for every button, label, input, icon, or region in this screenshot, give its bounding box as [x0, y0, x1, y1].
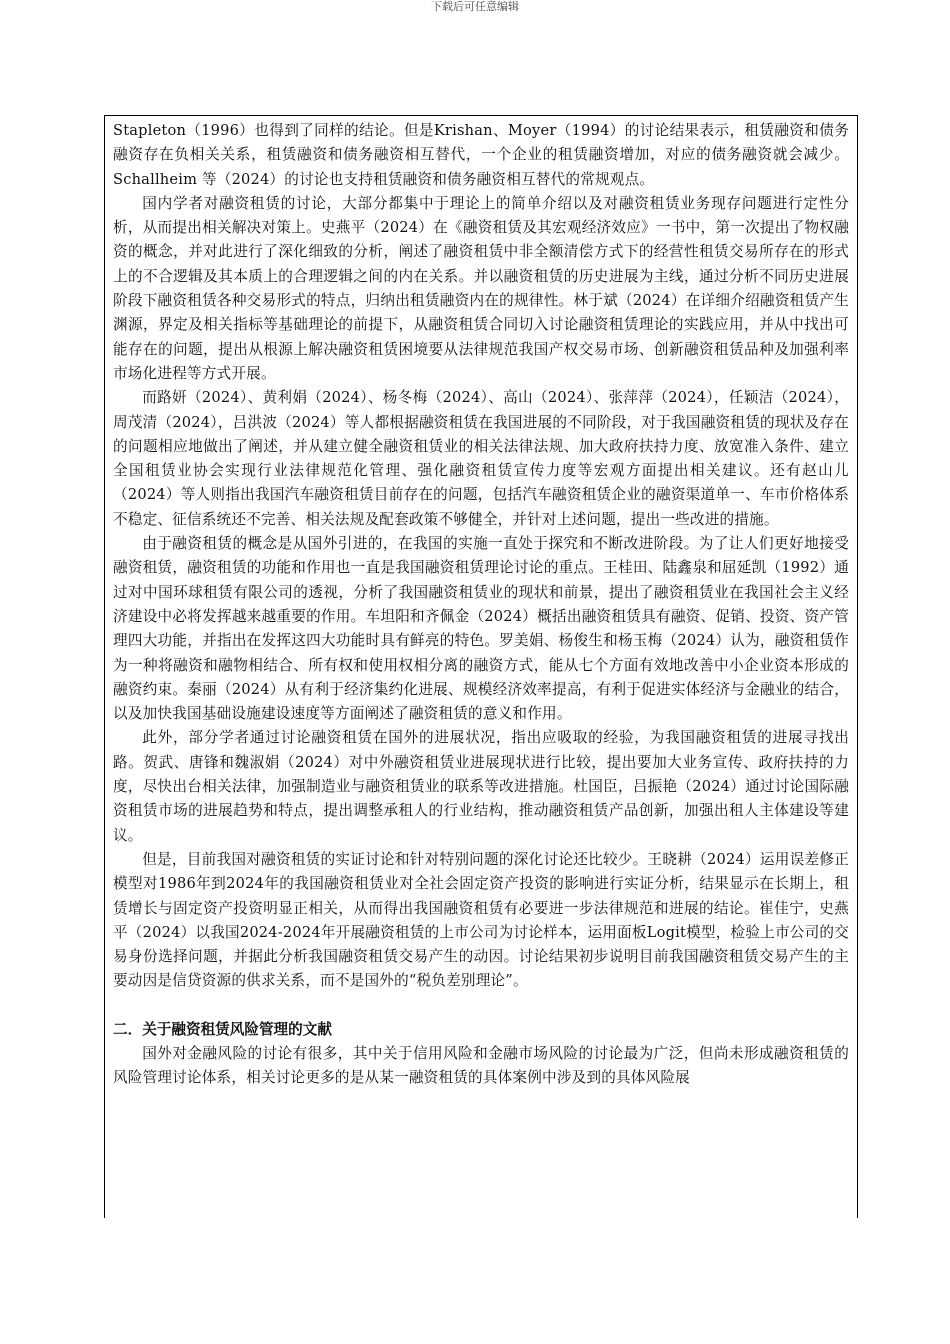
- paragraph-risk-management: 国外对金融风险的讨论有很多，其中关于信用风险和金融市场风险的讨论最为广泛，但尚未形成融资租赁的风险管理讨论体系，相关讨论更多的是从某一融资租赁的具体案例中涉及到的具体风险展: [113, 1044, 849, 1087]
- paragraph-foreign-experience: 此外，部分学者通过讨论融资租赁在国外的进展状况，指出应吸取的经验，为我国融资租赁的进展寻找出路。贺武、唐锋和魏淑娟（2024）对中外融资租赁业进展现状进行比较，提出要加大业务宣传、政府扶持的力度，尽快出台相关法律，加强制造业与融资租赁业的联系等改进措施。杜国臣，吕振艳（2024）通过讨论国际融资租赁市场的进展趋势和特点，提出调整承租人的行业结构，推动融资租赁产品创新，加强出租人主体建设等建议。: [113, 729, 849, 844]
- paragraph-functions: 由于融资租赁的概念是从国外引进的，在我国的实施一直处于探究和不断改进阶段。为了让人们更好地接受融资租赁，融资租赁的功能和作用也一直是我国融资租赁理论讨论的重点。王桂田、陆鑫泉和屈延凯（1992）通过对中国环球租赁有限公司的透视，分析了我国融资租赁业的现状和前景，提出了融资租赁业在我国社会主义经济建设中必将发挥越来越重要的作用。车坦阳和齐佩金（2024）概括出融资租赁具有融资、促销、投资、资产管理四大功能，并指出在发挥这四大功能时具有鲜亮的特色。罗美娟、杨俊生和杨玉梅（2024）认为，融资租赁作为一种将融资和融物相结合、所有权和使用权相分离的融资方式，能从七个方面有效地改善中小企业资本形成的融资约束。秦丽（2024）从有利于经济集约化进展、规模经济效率提高，有利于促进实体经济与金融业的结合，以及加快我国基础设施建设速度等方面阐述了融资租赁的意义和作用。: [113, 535, 849, 723]
- section-spacer: [113, 994, 849, 1018]
- paragraph-continuation: Stapleton（1996）也得到了同样的结论。但是Krishan、Moyer（1994）的讨论结果表示，租赁融资和债务融资存在负相关关系，租赁融资和债务融资相互替代，一个企业的租赁融资增加，对应的债务融资就会减少。Schallheim 等（2024）的讨论也支持租赁融资和债务融资相互替代的常规观点。: [113, 122, 849, 188]
- paragraph-empirical-research: 但是，目前我国对融资租赁的实证讨论和针对特别问题的深化讨论还比较少。王晓耕（2024）运用误差修正模型对1986年到2024年的我国融资租赁业对全社会固定资产投资的影响进行实证分析，结果显示在长期上，租赁增长与固定资产投资明显正相关，从而得出我国融资租赁有必要进一步法律规范和进展的结论。崔佳宁，史燕平（2024）以我国2024-2024年开展融资租赁的上市公司为讨论样本，运用面板Logit模型，检验上市公司的交易身份选择问题，并据此分析我国融资租赁交易产生的动因。讨论结果初步说明目前我国融资租赁交易产生的主要动因是信贷资源的供求关系，而不是国外的“税负差别理论”。: [113, 850, 849, 990]
- page-header: 下载后可任意编辑: [431, 0, 519, 13]
- paragraph-scholars-suggestions: 而路妍（2024）、黄利娟（2024）、杨冬梅（2024）、高山（2024）、张萍萍（2024），任颖洁（2024），周茂清（2024），吕洪波（2024）等人都根据融资租赁在我国进展的不同阶段，对于我国融资租赁的现状及存在的问题相应地做出了阐述，并从建立健全融资租赁业的相关法律法规、加大政府扶持力度、放宽准入条件、建立全国租赁业协会实现行业法律规范化管理、强化融资租赁宣传力度等宏观方面提出相关建议。还有赵山儿（2024）等人则指出我国汽车融资租赁目前存在的问题，包括汽车融资租赁企业的融资渠道单一、车市价格体系不稳定、征信系统还不完善、相关法规及配套政策不够健全，并针对上述问题，提出一些改进的措施。: [113, 389, 849, 528]
- paragraph-domestic-research: 国内学者对融资租赁的讨论，大部分都集中于理论上的简单介绍以及对融资租赁业务现存问题进行定性分析，从而提出相关解决对策上。史燕平（2024）在《融资租赁及其宏观经济效应》一书中，第一次提出了物权融资的概念，并对此进行了深化细致的分析，阐述了融资租赁中非全额清偿方式下的经营性租赁交易所存在的形式上的不合逻辑及其本质上的合理逻辑之间的内在关系。并以融资租赁的历史进展为主线，通过分析不同历史进展阶段下融资租赁各种交易形式的特点，归纳出租赁融资内在的规律性。林于斌（2024）在详细介绍融资租赁产生渊源，界定及相关指标等基础理论的前提下，从融资租赁合同切入讨论融资租赁理论的实践应用，并从中找出可能存在的问题，提出从根源上解决融资租赁困境要从法律规范我国产权交易市场、创新融资租赁品种及加强利率市场化进程等方式开展。: [113, 194, 849, 382]
- document-body: [104, 115, 858, 1218]
- section-heading: 二．关于融资租赁风险管理的文献: [113, 1020, 332, 1038]
